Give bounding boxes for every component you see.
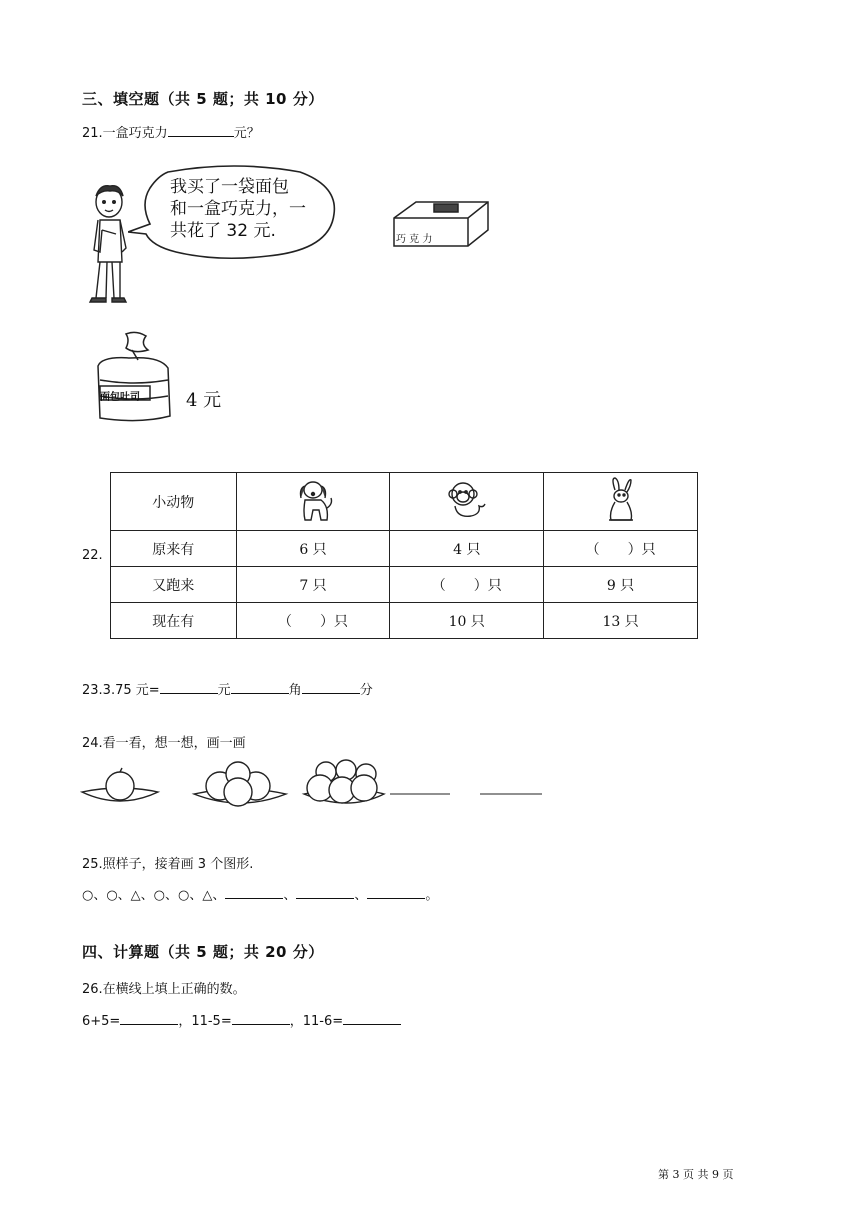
- question-26: 26.在横线上填上正确的数。: [82, 982, 246, 997]
- question-26-equations: [82, 1010, 401, 1029]
- dog-icon: [291, 476, 335, 524]
- equation-1: 6+5=: [82, 1014, 121, 1029]
- chocolate-label: 巧 克 力: [396, 234, 433, 245]
- shape-pattern: ○、○、△、○、○、△、: [82, 888, 226, 903]
- question-22-number: 22.: [82, 548, 103, 563]
- answer-blank[interactable]: [232, 1012, 290, 1025]
- section-title: 三、填空题（共 5 题；共 10 分）: [82, 90, 324, 108]
- bread-price: 4 元: [186, 390, 222, 411]
- table-row: [111, 567, 698, 603]
- question-21: [82, 122, 260, 141]
- question-25: 25.照样子，接着画 3 个图形.: [82, 857, 254, 872]
- table-answer-cell[interactable]: （ ）只: [544, 531, 698, 567]
- answer-blank[interactable]: [296, 886, 354, 899]
- unit-jiao: 角: [288, 683, 302, 698]
- table-cell-label: 又跑来: [111, 567, 237, 603]
- question-24: 24.看一看，想一想，画一画: [82, 736, 246, 751]
- table-cell-label: 现在有: [111, 603, 237, 639]
- table-cell: 4 只: [390, 531, 544, 567]
- question-25-pattern: [82, 884, 438, 903]
- answer-blank[interactable]: [225, 886, 283, 899]
- question-23: [82, 679, 373, 698]
- table-cell: 10 只: [390, 603, 544, 639]
- bubble-line-3: 共花了 32 元.: [170, 221, 276, 241]
- rabbit-icon-cell: [544, 473, 698, 531]
- table-header-cell: 小动物: [111, 473, 237, 531]
- animal-count-table: [110, 472, 698, 639]
- table-cell: 9 只: [544, 567, 698, 603]
- monkey-icon-cell: [390, 473, 544, 531]
- table-header-row: [111, 473, 698, 531]
- separator: 、: [283, 888, 297, 903]
- section-title: 四、计算题（共 5 题；共 20 分）: [82, 943, 324, 961]
- bubble-line-2: 和一盒巧克力，一: [170, 199, 306, 219]
- answer-blank[interactable]: [120, 1012, 178, 1025]
- equation-2: ，11-5=: [178, 1014, 232, 1029]
- period: 。: [425, 888, 439, 903]
- table-cell: 13 只: [544, 603, 698, 639]
- table-row: [111, 603, 698, 639]
- question-21-prefix: 21.一盒巧克力: [82, 126, 168, 141]
- answer-blank[interactable]: [343, 1012, 401, 1025]
- unit-yuan: 元: [217, 683, 231, 698]
- table-answer-cell[interactable]: （ ）只: [390, 567, 544, 603]
- bubble-line-1: 我买了一袋面包: [170, 177, 289, 197]
- answer-blank[interactable]: [168, 124, 234, 137]
- apple-plates-illustration: [80, 756, 550, 812]
- table-cell: 6 只: [236, 531, 390, 567]
- rabbit-icon: [601, 476, 641, 524]
- page-footer: 第 3 页 共 9 页: [658, 1168, 734, 1181]
- table-answer-cell[interactable]: （ ）只: [236, 603, 390, 639]
- equation-3: ，11-6=: [289, 1014, 344, 1029]
- dog-icon-cell: [236, 473, 390, 531]
- answer-blank[interactable]: [231, 681, 289, 694]
- bread-label: 面包吐司: [100, 392, 140, 403]
- table-row: [111, 531, 698, 567]
- answer-blank[interactable]: [367, 886, 425, 899]
- question-21-suffix: 元？: [233, 126, 260, 141]
- monkey-icon: [445, 478, 489, 522]
- question-23-prefix: 23.3.75 元=: [82, 683, 160, 698]
- unit-fen: 分: [359, 683, 373, 698]
- bread-bag-illustration: [90, 330, 174, 426]
- answer-blank[interactable]: [160, 681, 218, 694]
- separator: 、: [354, 888, 368, 903]
- speech-bubble-text: [170, 176, 306, 242]
- table-cell-label: 原来有: [111, 531, 237, 567]
- answer-blank[interactable]: [302, 681, 360, 694]
- table-cell: 7 只: [236, 567, 390, 603]
